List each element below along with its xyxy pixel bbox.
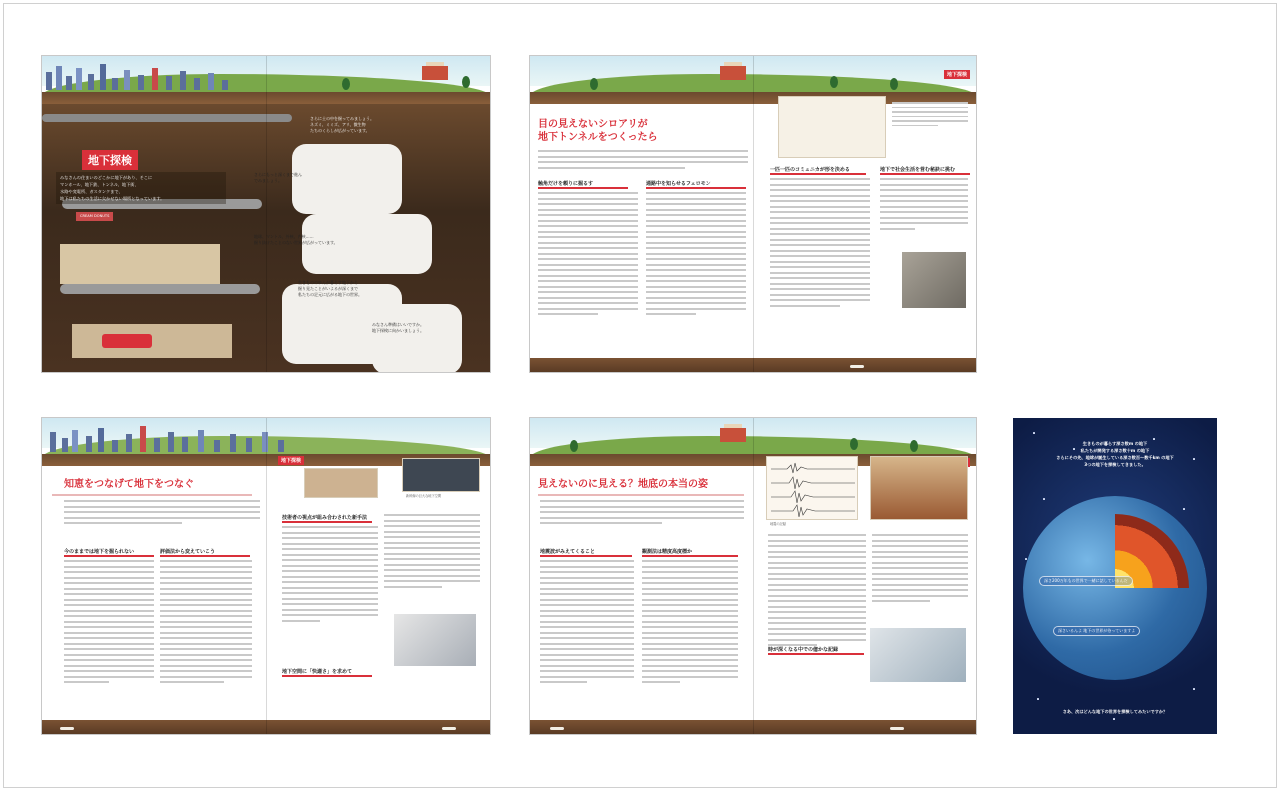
- bubble-mid: [254, 172, 302, 184]
- section-heading: 通路中を知らせるフェロモン: [646, 181, 711, 187]
- bubble-end: [372, 322, 424, 334]
- intro-line: 地下は私たちの生活に欠かせない場所となっています。: [60, 196, 165, 201]
- section-heading: 観測法は精度高度標か: [642, 549, 693, 555]
- cover-caption-1: 深さ200万年もの世界で一緒に話しているんだ: [1039, 576, 1133, 586]
- seismogram-chart: [767, 457, 859, 521]
- intro-line: 水路や変電所、ガスタンクまで、: [60, 189, 123, 194]
- section-heading: 時が深くなる中での億かな記録: [768, 647, 839, 653]
- spread-2[interactable]: [530, 56, 976, 372]
- title-line: 地下トンネルをつくったら: [538, 132, 658, 143]
- section-heading: 今のままでは地下を掘られない: [64, 549, 135, 555]
- bubble-line: 掘り見たことがいよるが深くまで: [298, 286, 358, 291]
- researcher-photo: [902, 252, 966, 308]
- section-heading: 触角だけを頼りに掘るす: [538, 181, 594, 187]
- soil-block-figure: [304, 468, 378, 498]
- intro-line: マンホール、地下鉄、トンネル、地下街、: [60, 182, 139, 187]
- bubble-line: 私たちの足元に広がる地下の世界。: [298, 292, 362, 297]
- bubble-line: みなさん準備はいいですか。: [372, 322, 424, 327]
- lead-text: [64, 500, 260, 528]
- back-cover[interactable]: [1013, 418, 1217, 734]
- cover-line: さらにその先、地球が誕生している深さ数百～数千km の地下: [1056, 455, 1174, 460]
- section-badge: 地下探検: [278, 456, 304, 465]
- spread-4[interactable]: [530, 418, 976, 734]
- bubble-top: [310, 116, 374, 134]
- column-text: [872, 534, 968, 606]
- caption-text: [892, 102, 968, 129]
- spread-1[interactable]: [42, 56, 490, 372]
- shop-sign: CREAM DONUTS: [76, 212, 113, 221]
- bubble-line: 地下探検に向かいましょう。: [372, 328, 424, 333]
- column-text: [770, 178, 870, 310]
- section-heading: 地下で社会生活を営む秘訣に挑む: [880, 167, 956, 173]
- underground-mall: [60, 244, 220, 284]
- spread1-intro: [56, 172, 226, 204]
- figure-caption: 地震の記録: [770, 522, 786, 526]
- tunnel-model-figure: [402, 458, 480, 492]
- seismogram-figure: [766, 456, 858, 520]
- section-badge: 地下探検: [944, 70, 970, 79]
- bubble-line: たちのくらしが広がっています。: [310, 128, 370, 133]
- cover-caption-2: 深さいるんよ 地下の世界が待っていますよ: [1053, 626, 1140, 636]
- section-heading: 地下空間に「快適さ」を求めて: [282, 669, 353, 675]
- column-text: [768, 534, 866, 650]
- bubble-line: 生きもののゆんが暮らす地下から: [298, 280, 358, 285]
- cover-line: 私たちが開発する深さ数十m の地下: [1080, 448, 1150, 453]
- termite-diagram: [778, 96, 886, 158]
- engineers-photo: [394, 614, 476, 666]
- bubble-line: 地球、マントル、外核、内核……: [254, 234, 314, 239]
- column-text: [540, 560, 634, 687]
- cover-closing: さあ、次はどんな地下の世界を探検してみたいですか？: [1062, 709, 1168, 714]
- bubble-line: さらにもっと深くまで進ん: [254, 172, 302, 177]
- spread-3[interactable]: [42, 418, 490, 734]
- column-text: [642, 560, 738, 687]
- section-heading: 技術者の視点が組み合わされた新手法: [282, 515, 368, 521]
- cover-line: 生きものが暮らす深さ数m の地下: [1082, 441, 1148, 446]
- subway-station: [72, 324, 232, 358]
- lead-text: [538, 150, 748, 172]
- bubble-earth: [298, 280, 362, 298]
- city-skyline: [42, 64, 257, 90]
- title-line: 目の見えないシロアリが: [538, 119, 648, 130]
- cover-intro: [1023, 440, 1207, 468]
- researcher-office-photo: [870, 628, 966, 682]
- bubble-line: ネズミ、ミミズ、アリ、微生物: [310, 122, 366, 127]
- subway-train: [102, 334, 152, 348]
- bubble-line: でみましょう。: [254, 178, 282, 183]
- bubble-line: さらに土の中を掘ってみましょう。: [310, 116, 374, 121]
- article-title: 見えないのに見える？地底の本当の姿: [538, 479, 708, 490]
- bubble-line: 掘り抜けたことのない世界が広がっています。: [254, 240, 338, 245]
- subsurface-figure: [870, 456, 968, 520]
- lead-text: [540, 500, 744, 528]
- article-title: [538, 118, 738, 144]
- figure-caption: 新幹線の巨大な地下空間: [406, 494, 442, 498]
- column-text: [282, 526, 378, 625]
- spread1-title: 地下探検: [82, 150, 138, 170]
- article-title: 知恵をつなげて地下をつなぐ: [64, 479, 194, 490]
- section-heading: 一匹一匹のコミュニカが形を決める: [770, 167, 850, 173]
- intro-line: みなさんの住まいのどこかに地下があり、そこに: [60, 175, 153, 180]
- column-text: [646, 192, 746, 319]
- section-heading: 地震波がみえてくること: [540, 549, 596, 555]
- column-text: [384, 514, 480, 591]
- column-text: [160, 560, 252, 687]
- cover-line: 3つの地下を探検してきました。: [1084, 462, 1146, 467]
- column-text: [880, 178, 968, 233]
- section-heading: 評価法から変えていこう: [160, 549, 216, 555]
- column-text: [64, 560, 154, 687]
- column-text: [538, 192, 638, 319]
